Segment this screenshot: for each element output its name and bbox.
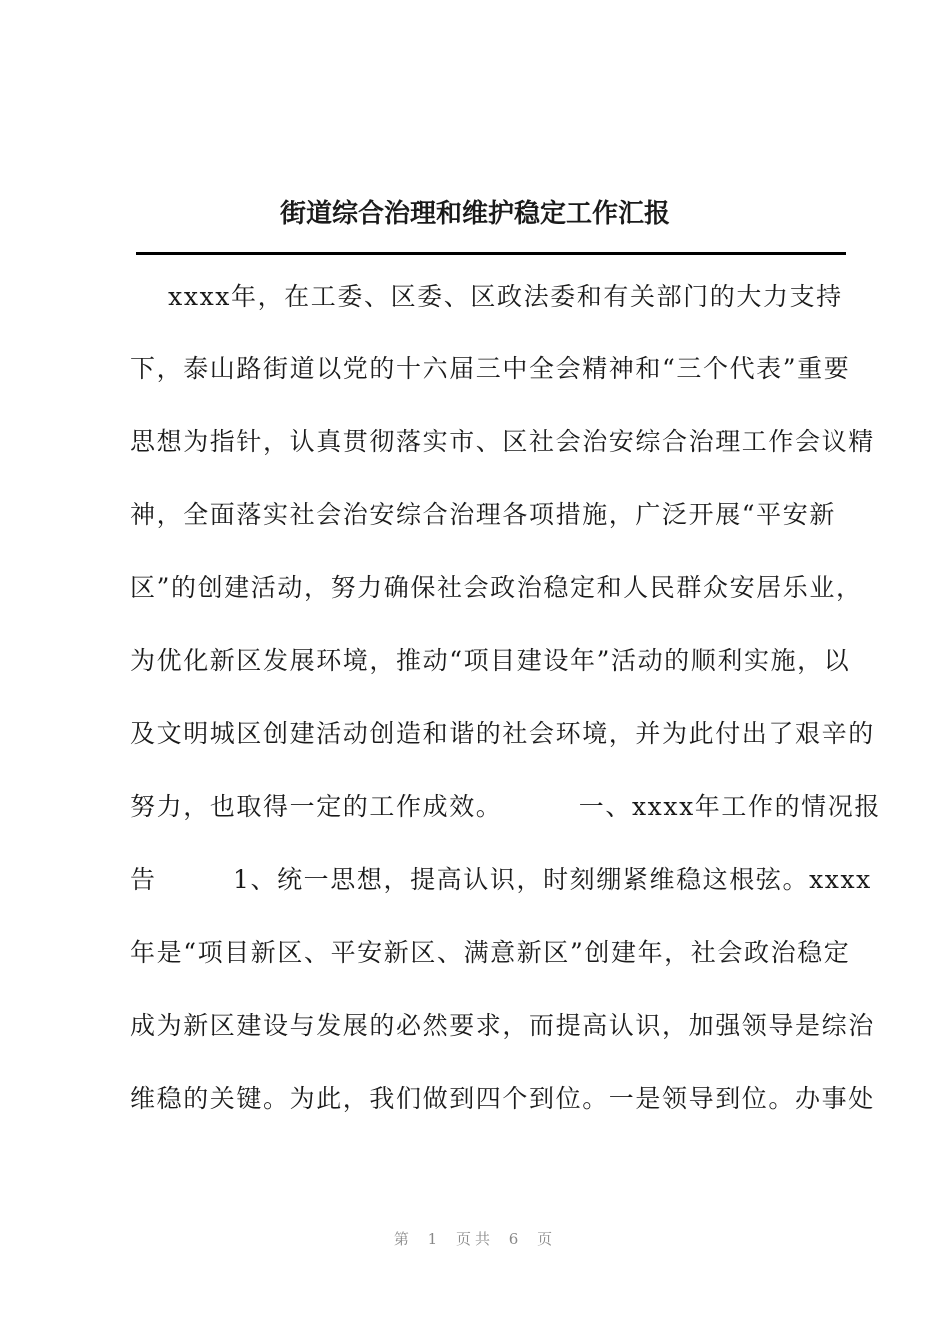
body-line: 成为新区建设与发展的必然要求，而提高认识，加强领导是综治 [130,1011,875,1040]
body-line: 思想为指针，认真贯彻落实市、区社会治安综合治理工作会议精 [130,427,875,456]
body-line: 神，全面落实社会治安综合治理各项措施，广泛开展“平安新 [130,500,836,529]
body-line: 努力，也取得一定的工作成效。 一、xxxx年工作的情况报 [130,792,881,821]
document-title: 街道综合治理和维护稳定工作汇报 [279,199,670,229]
body-line: 告 1、统一思想，提高认识，时刻绷紧维稳这根弦。xxxx [130,865,872,894]
page-number-footer: 第 1 页共 6 页 [393,1230,557,1248]
body-line: 为优化新区发展环境，推动“项目建设年”活动的顺利实施，以 [130,646,851,675]
body-line: 维稳的关键。为此，我们做到四个到位。一是领导到位。办事处 [130,1084,875,1113]
body-line: 下，泰山路街道以党的十六届三中全会精神和“三个代表”重要 [130,354,851,383]
title-underline [136,252,846,255]
body-line: xxxx年，在工委、区委、区政法委和有关部门的大力支持 [130,282,843,311]
body-line: 年是“项目新区、平安新区、满意新区”创建年，社会政治稳定 [130,938,851,967]
body-line: 区”的创建活动，努力确保社会政治稳定和人民群众安居乐业， [130,573,863,602]
body-line: 及文明城区创建活动创造和谐的社会环境，并为此付出了艰辛的 [130,719,875,748]
